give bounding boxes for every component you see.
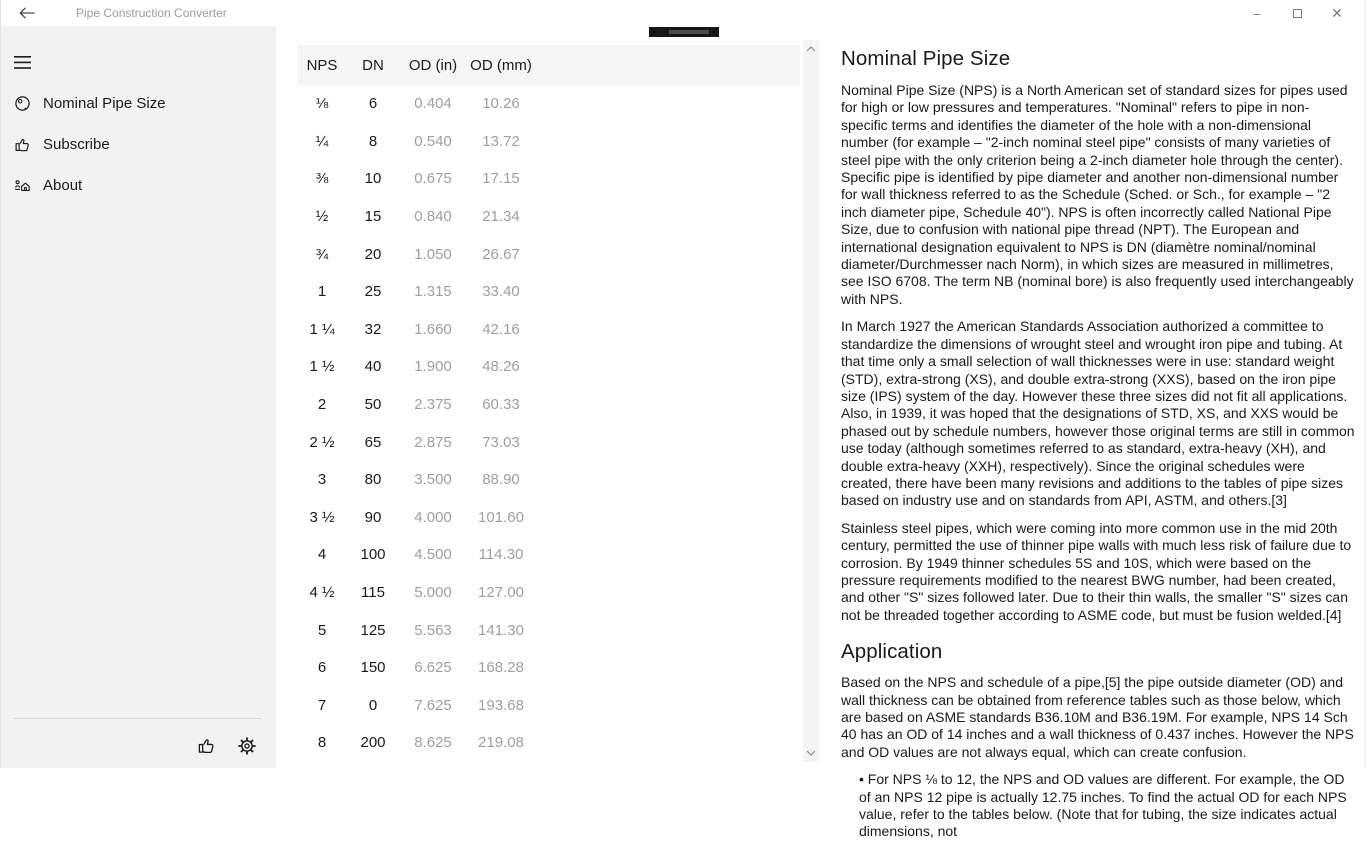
chevron-down-icon	[806, 750, 816, 756]
table-cell: 10	[364, 170, 382, 188]
table-cell: 115	[361, 584, 385, 602]
table-cell: 1.660	[414, 320, 452, 338]
back-arrow-icon	[18, 6, 36, 20]
table-cell: 2	[317, 396, 327, 414]
like-icon	[14, 136, 31, 153]
table-cell: 5.000	[414, 584, 452, 602]
table-cell: 13.72	[482, 132, 520, 150]
table-cell: 42.16	[482, 320, 520, 338]
maximize-icon	[1293, 9, 1302, 18]
sidebar-item-label: Nominal Pipe Size	[43, 95, 166, 112]
scroll-down-button[interactable]	[803, 746, 819, 760]
pipe-table-panel	[276, 26, 821, 768]
table-cell: 33.40	[482, 283, 520, 301]
article-paragraph: Stainless steel pipes, which were coming into more common use in the mid 20th century, permitted the use of thinner pipe walls with much less risk of failure due to corrosion. By 1949 thinner schedules 5S and 10S, which were based on the pressure requirements modified to the nearest BWG number, had been created, and other "S" sizes followed later. Due to their thin walls, the smaller "S" sizes can not be threaded together according to ASME code, but must be fusion welded.[4]	[841, 519, 1352, 623]
table-row	[297, 461, 800, 499]
table-cell: 1 ½	[309, 358, 335, 376]
pipe-table-body	[297, 85, 800, 762]
minimize-icon: –	[1253, 5, 1261, 21]
table-cell: 88.90	[482, 471, 520, 489]
table-cell: 1 ¼	[309, 320, 335, 338]
table-cell: 141.30	[478, 621, 524, 639]
window-controls	[1237, 0, 1357, 26]
table-row	[297, 536, 800, 574]
table-cell: ½	[315, 208, 329, 226]
article-heading-nominal-pipe-size: Nominal Pipe Size	[841, 47, 1011, 70]
table-cell: 4.500	[414, 546, 452, 564]
column-header-nps: NPS	[306, 56, 338, 74]
rate-like-button[interactable]	[197, 736, 216, 755]
table-cell: 100	[360, 546, 386, 564]
maximize-button[interactable]	[1277, 0, 1317, 26]
hamburger-menu-button[interactable]	[1, 42, 49, 82]
table-row	[297, 611, 800, 649]
column-header-od-in: OD (in)	[408, 56, 458, 74]
table-header-row	[297, 45, 800, 85]
article-bullet-item: • For NPS ⅛ to 12, the NPS and OD values are different. For example, the OD of an NPS 12 pipe is actually 12.75 inches. To find the actual OD for each NPS value, refer to the tables below. (Note that for tubing, the size indicates actual dimensions, not	[859, 771, 1347, 840]
table-cell: 8.625	[414, 734, 452, 752]
article-paragraph: Nominal Pipe Size (NPS) is a North American set of standard sizes for pipes used for high or low pressures and temperatures. "Nominal" refers to pipe in non-specific terms and identifies the diameter of the hole with a non-dimensional number (for example – "2-inch nominal steel pipe" consists of many varieties of steel pipe with the only criterion being a 2-inch diameter hole through the center). Specific pipe is identified by pipe diameter and another non-dimensional number for wall thickness referred to as the Schedule (Sched. or Sch., for example – "2 inch diameter pipe, Schedule 40"). NPS is often incorrectly called National Pipe Size, due to confusion with national pipe thread (NPT). The European and international designation equivalent to NPS is DN (diamètre nominal/nominal diameter/Durchmesser nach Norm), in which sizes are measured in millimetres, see ISO 6708. The term NB (nominal bore) is also frequently used interchangeably with NPS.	[841, 82, 1354, 307]
close-button[interactable]	[1317, 0, 1357, 26]
table-row	[297, 574, 800, 612]
table-row	[297, 386, 800, 424]
black-strip-inner-bar	[669, 30, 709, 34]
table-scrollbar[interactable]	[803, 40, 819, 762]
article-panel	[841, 26, 1355, 840]
table-row	[297, 499, 800, 537]
table-cell: 2.875	[414, 433, 452, 451]
table-cell: 2 ½	[309, 433, 335, 451]
chevron-up-icon	[806, 46, 816, 52]
table-cell: 219.08	[478, 734, 524, 752]
like-icon	[197, 736, 216, 755]
table-cell: 8	[368, 132, 378, 150]
table-cell: 50	[364, 396, 382, 414]
table-cell: 7.625	[414, 696, 452, 714]
about-icon	[14, 177, 31, 194]
table-row	[297, 123, 800, 161]
table-cell: 73.03	[482, 433, 520, 451]
table-cell: 4.000	[414, 508, 452, 526]
table-cell: 80	[364, 471, 382, 489]
table-row	[297, 273, 800, 311]
table-cell: 10.26	[482, 95, 520, 113]
table-cell: ⅜	[315, 170, 329, 188]
navigation-sidebar	[1, 26, 276, 768]
table-cell: 3	[317, 471, 327, 489]
table-cell: 114.30	[478, 546, 524, 564]
table-cell: 125	[360, 621, 386, 639]
table-row	[297, 311, 800, 349]
table-cell: 48.26	[482, 358, 520, 376]
pipe-size-icon	[14, 95, 31, 112]
hamburger-icon	[14, 56, 31, 69]
table-cell: 21.34	[482, 208, 520, 226]
table-cell: 20	[364, 245, 382, 263]
table-cell: 17.15	[482, 170, 520, 188]
table-row	[297, 687, 800, 725]
settings-button[interactable]	[237, 736, 256, 755]
sidebar-footer	[14, 718, 261, 755]
table-cell: 0.840	[414, 208, 452, 226]
table-cell: 6	[317, 659, 327, 677]
back-button[interactable]	[13, 4, 41, 22]
table-cell: 40	[364, 358, 382, 376]
table-cell: 168.28	[478, 659, 524, 677]
table-row	[297, 160, 800, 198]
table-cell: 15	[364, 208, 382, 226]
table-cell: 65	[364, 433, 382, 451]
article-paragraph: Based on the NPS and schedule of a pipe,[5] the pipe outside diameter (OD) and wall thickness can be obtained from reference tables such as those below, which are based on ASME standards B36.10M and B36.19M. For example, NPS 14 Sch 40 has an OD of 14 inches and a wall thickness of 0.437 inches. However the NPS and OD values are not always equal, which can create confusion.	[841, 674, 1354, 760]
table-cell: 5.563	[414, 621, 452, 639]
table-row	[297, 423, 800, 461]
table-cell: 0	[368, 696, 378, 714]
sidebar-item-label: Subscribe	[43, 136, 110, 153]
table-cell: 150	[360, 659, 386, 677]
table-cell: ¾	[315, 245, 329, 263]
table-cell: 1.900	[414, 358, 452, 376]
black-strip-widget	[649, 27, 719, 37]
table-row	[297, 649, 800, 687]
title-bar	[1, 0, 1365, 26]
close-icon: ✕	[1331, 4, 1343, 21]
column-header-dn: DN	[362, 56, 384, 74]
table-cell: 1.315	[414, 283, 452, 301]
table-row	[297, 235, 800, 273]
sidebar-item-label: About	[43, 177, 83, 194]
table-cell: 26.67	[482, 245, 520, 263]
column-header-od-mm: OD (mm)	[470, 56, 532, 74]
article-heading-application: Application	[841, 640, 943, 664]
table-cell: 25	[364, 283, 382, 301]
table-cell: 101.60	[478, 508, 524, 526]
settings-gear-icon	[238, 737, 256, 755]
table-cell: ⅛	[315, 95, 329, 113]
table-cell: 6.625	[414, 659, 452, 677]
table-cell: 8	[317, 734, 327, 752]
table-cell: 3.500	[414, 471, 452, 489]
sidebar-item-about[interactable]	[1, 165, 276, 206]
table-cell: 0.540	[414, 132, 452, 150]
table-row	[297, 198, 800, 236]
table-cell: 3 ½	[309, 508, 335, 526]
table-cell: 193.68	[478, 696, 524, 714]
table-row	[297, 85, 800, 123]
sidebar-item-nominal-pipe-size[interactable]	[1, 83, 276, 124]
table-cell: 200	[360, 734, 386, 752]
table-row	[297, 348, 800, 386]
scroll-up-button[interactable]	[803, 42, 819, 56]
table-cell: 6	[368, 95, 378, 113]
table-cell: 90	[364, 508, 382, 526]
table-cell: 0.675	[414, 170, 452, 188]
table-cell: 5	[317, 621, 327, 639]
sidebar-divider	[14, 718, 261, 719]
table-cell: 32	[364, 320, 382, 338]
pipe-size-table	[297, 45, 800, 762]
sidebar-item-subscribe[interactable]	[1, 124, 276, 165]
table-cell: 4	[317, 546, 327, 564]
table-cell: 0.404	[414, 95, 452, 113]
minimize-button[interactable]	[1237, 0, 1277, 26]
table-cell: 60.33	[482, 396, 520, 414]
article-paragraph: In March 1927 the American Standards Association authorized a committee to standardize the dimensions of wrought steel and wrought iron pipe and tubing. At that time only a small selection of wall thicknesses were in use: standard weight (STD), extra-strong (XS), and double extra-strong (XXS), based on the iron pipe size (IPS) system of the day. However these three sizes did not fit all applications. Also, in 1939, it was hoped that the designations of STD, XS, and XXS would be phased out by schedule numbers, however those original terms are still in common use today (although sometimes referred to as standard, extra-heavy (XH), and double extra-heavy (XXH), respectively). Since the original schedules were created, there have been many revisions and additions to the tables of pipe sizes based on industry use and on standards from API, ASTM, and others.[3]	[841, 318, 1355, 509]
table-cell: 1	[317, 283, 327, 301]
table-row	[297, 724, 800, 762]
table-cell: ¼	[315, 132, 329, 150]
table-cell: 127.00	[478, 584, 524, 602]
table-cell: 2.375	[414, 396, 452, 414]
table-cell: 7	[317, 696, 327, 714]
table-cell: 4 ½	[309, 584, 335, 602]
app-title: Pipe Construction Converter	[76, 6, 227, 20]
table-cell: 1.050	[414, 245, 452, 263]
